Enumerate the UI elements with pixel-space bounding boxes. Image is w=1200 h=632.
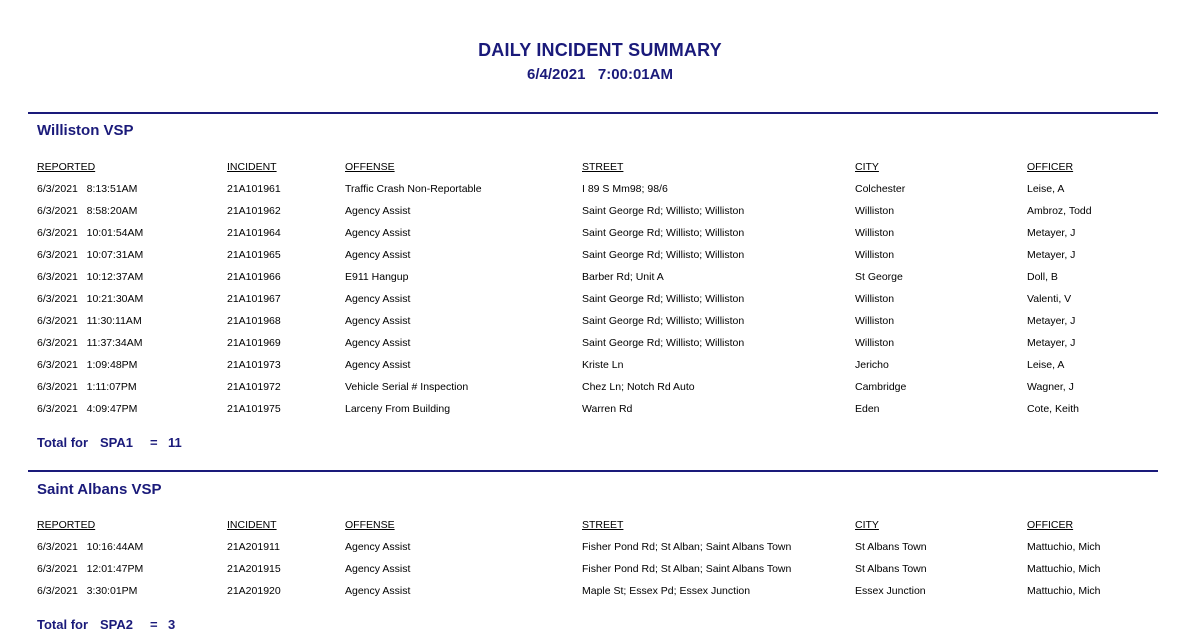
table-row [0, 334, 1200, 352]
street-cell: Fisher Pond Rd; St Alban; Saint Albans Town [582, 541, 792, 553]
officer-cell: Cote, Keith [1027, 403, 1079, 415]
reported-cell: 6/3/2021 12:01:47PM [37, 563, 144, 575]
street-cell: Saint George Rd; Willisto; Williston [582, 315, 745, 327]
city-cell: Williston [855, 315, 895, 327]
incident-cell: 21A101968 [227, 315, 281, 327]
total-label: Total for [37, 435, 89, 450]
incident-cell: 21A201920 [227, 585, 281, 597]
city-cell: Williston [855, 205, 895, 217]
report-date: 6/4/2021 7:00:01AM [527, 66, 673, 83]
section-divider [28, 112, 1158, 114]
column-header-street: STREET [582, 519, 624, 531]
reported-cell: 6/3/2021 10:21:30AM [37, 293, 144, 305]
table-row [0, 378, 1200, 396]
incident-cell: 21A201915 [227, 563, 281, 575]
incident-cell: 21A101975 [227, 403, 281, 415]
city-cell: Colchester [855, 183, 906, 195]
offense-cell: Agency Assist [345, 337, 411, 349]
table-row [0, 400, 1200, 418]
street-cell: Barber Rd; Unit A [582, 271, 664, 283]
reported-cell: 6/3/2021 8:58:20AM [37, 205, 138, 217]
table-row [0, 268, 1200, 286]
reported-cell: 6/3/2021 11:37:34AM [37, 337, 143, 349]
section-title: Williston VSP [37, 122, 134, 139]
officer-cell: Doll, B [1027, 271, 1058, 283]
officer-cell: Ambroz, Todd [1027, 205, 1092, 217]
officer-cell: Metayer, J [1027, 337, 1076, 349]
incident-cell: 21A101972 [227, 381, 281, 393]
offense-cell: E911 Hangup [345, 271, 409, 283]
offense-cell: Traffic Crash Non-Reportable [345, 183, 482, 195]
reported-cell: 6/3/2021 10:12:37AM [37, 271, 144, 283]
column-header-reported: REPORTED [37, 161, 96, 173]
offense-cell: Agency Assist [345, 315, 411, 327]
street-cell: Saint George Rd; Willisto; Williston [582, 293, 745, 305]
officer-cell: Valenti, V [1027, 293, 1072, 305]
table-row [0, 312, 1200, 330]
offense-cell: Agency Assist [345, 205, 411, 217]
offense-cell: Agency Assist [345, 541, 411, 553]
officer-cell: Metayer, J [1027, 315, 1076, 327]
column-header-offense: OFFENSE [345, 519, 395, 531]
offense-cell: Agency Assist [345, 563, 411, 575]
table-row [0, 582, 1200, 600]
officer-cell: Metayer, J [1027, 249, 1076, 261]
report-title: DAILY INCIDENT SUMMARY [478, 40, 722, 60]
offense-cell: Agency Assist [345, 359, 411, 371]
city-cell: Eden [855, 403, 880, 415]
table-row [0, 560, 1200, 578]
reported-cell: 6/3/2021 10:07:31AM [37, 249, 144, 261]
street-cell: Fisher Pond Rd; St Alban; Saint Albans Town [582, 563, 792, 575]
incident-cell: 21A101965 [227, 249, 281, 261]
column-header-officer: OFFICER [1027, 161, 1074, 173]
column-header-city: CITY [855, 161, 879, 173]
incident-cell: 21A101966 [227, 271, 281, 283]
table-row [0, 356, 1200, 374]
street-cell: Saint George Rd; Willisto; Williston [582, 227, 745, 239]
column-header-incident: INCIDENT [227, 161, 277, 173]
table-row [0, 180, 1200, 198]
city-cell: Essex Junction [855, 585, 926, 597]
street-cell: Saint George Rd; Willisto; Williston [582, 337, 745, 349]
section-title: Saint Albans VSP [37, 481, 162, 498]
city-cell: St Albans Town [855, 541, 927, 553]
officer-cell: Mattuchio, Mich [1027, 541, 1101, 553]
officer-cell: Mattuchio, Mich [1027, 563, 1101, 575]
reported-cell: 6/3/2021 1:09:48PM [37, 359, 138, 371]
total-value: 3 [168, 617, 176, 632]
table-row [0, 202, 1200, 220]
offense-cell: Vehicle Serial # Inspection [345, 381, 469, 393]
incident-cell: 21A101961 [227, 183, 281, 195]
street-cell: Warren Rd [582, 403, 633, 415]
total-label: Total for [37, 617, 89, 632]
column-header-offense: OFFENSE [345, 161, 395, 173]
street-cell: I 89 S Mm98; 98/6 [582, 183, 668, 195]
officer-cell: Leise, A [1027, 183, 1065, 195]
street-cell: Saint George Rd; Willisto; Williston [582, 205, 745, 217]
street-cell: Saint George Rd; Willisto; Williston [582, 249, 745, 261]
reported-cell: 6/3/2021 11:30:11AM [37, 315, 142, 327]
city-cell: Cambridge [855, 381, 907, 393]
total-equals: = [150, 617, 158, 632]
incident-cell: 21A101964 [227, 227, 281, 239]
column-header-reported: REPORTED [37, 519, 96, 531]
offense-cell: Larceny From Building [345, 403, 451, 415]
street-cell: Maple St; Essex Pd; Essex Junction [582, 585, 751, 597]
incident-cell: 21A201911 [227, 541, 280, 553]
table-row [0, 538, 1200, 556]
reported-cell: 6/3/2021 10:16:44AM [37, 541, 144, 553]
column-header-street: STREET [582, 161, 624, 173]
column-header-city: CITY [855, 519, 879, 531]
column-header-incident: INCIDENT [227, 519, 277, 531]
incident-cell: 21A101962 [227, 205, 281, 217]
offense-cell: Agency Assist [345, 227, 411, 239]
total-code: SPA2 [100, 617, 133, 632]
city-cell: St George [855, 271, 903, 283]
city-cell: Williston [855, 227, 895, 239]
city-cell: St Albans Town [855, 563, 927, 575]
city-cell: Williston [855, 293, 895, 305]
reported-cell: 6/3/2021 3:30:01PM [37, 585, 138, 597]
reported-cell: 6/3/2021 4:09:47PM [37, 403, 138, 415]
total-code: SPA1 [100, 435, 133, 450]
officer-cell: Wagner, J [1027, 381, 1074, 393]
total-value: 11 [168, 435, 182, 450]
city-cell: Jericho [855, 359, 889, 371]
city-cell: Williston [855, 249, 895, 261]
table-row [0, 290, 1200, 308]
offense-cell: Agency Assist [345, 585, 411, 597]
incident-cell: 21A101969 [227, 337, 281, 349]
incident-cell: 21A101973 [227, 359, 281, 371]
total-equals: = [150, 435, 158, 450]
street-cell: Chez Ln; Notch Rd Auto [582, 381, 695, 393]
column-header-row [0, 158, 1200, 176]
city-cell: Williston [855, 337, 895, 349]
officer-cell: Leise, A [1027, 359, 1065, 371]
officer-cell: Metayer, J [1027, 227, 1076, 239]
offense-cell: Agency Assist [345, 249, 411, 261]
section-divider [28, 470, 1158, 472]
reported-cell: 6/3/2021 10:01:54AM [37, 227, 144, 239]
officer-cell: Mattuchio, Mich [1027, 585, 1101, 597]
column-header-row [0, 516, 1200, 534]
street-cell: Kriste Ln [582, 359, 624, 371]
reported-cell: 6/3/2021 1:11:07PM [37, 381, 137, 393]
offense-cell: Agency Assist [345, 293, 411, 305]
incident-cell: 21A101967 [227, 293, 281, 305]
table-row [0, 224, 1200, 242]
reported-cell: 6/3/2021 8:13:51AM [37, 183, 138, 195]
column-header-officer: OFFICER [1027, 519, 1074, 531]
table-row [0, 246, 1200, 264]
